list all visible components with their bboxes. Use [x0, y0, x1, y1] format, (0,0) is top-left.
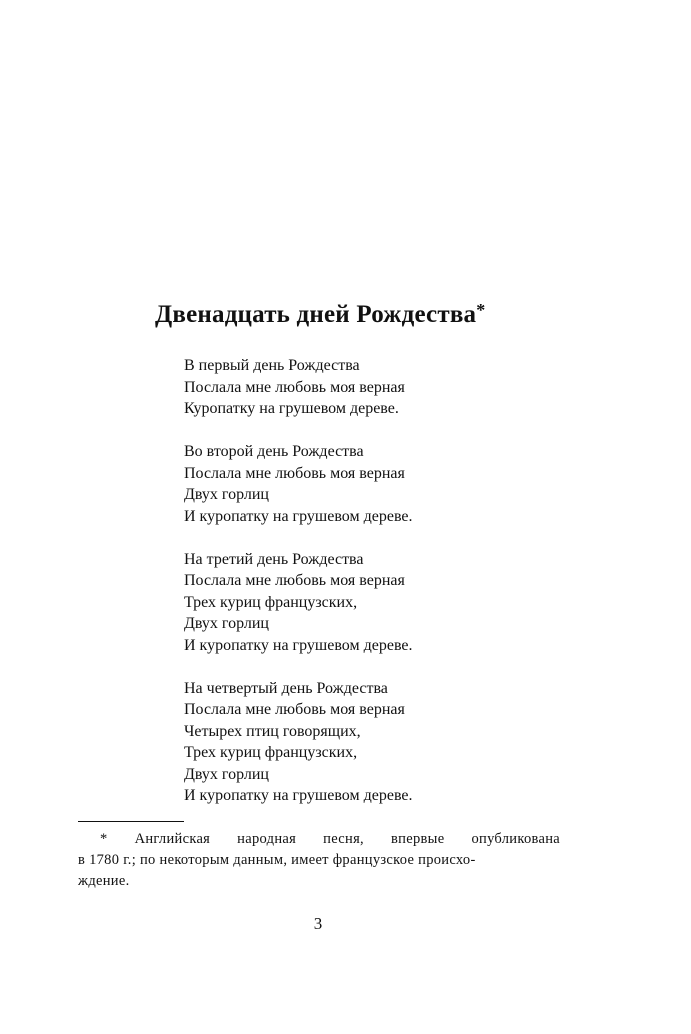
verse-line: Трех куриц французских, — [184, 593, 358, 611]
footnote-line-1: * Английская народная песня, впервые опубликована — [100, 831, 560, 847]
poem — [184, 355, 413, 828]
verse-line: Четырех птиц говорящих, — [184, 722, 361, 740]
verse-line: Во второй день Рождества — [184, 443, 364, 460]
stanza — [184, 355, 413, 420]
page-number: 3 — [313, 914, 323, 933]
footnote-continuation: в 1780 г.; по некоторым данным, имеет французское происхо- ждение. — [78, 852, 476, 889]
verse-line: В первый день Рождества — [184, 357, 360, 374]
stanza — [184, 678, 413, 807]
verse-line: Послала мне любовь моя верная — [184, 701, 405, 718]
verse-line: Двух горлиц — [184, 486, 269, 503]
verse-line: На четвертый день Рождества — [184, 679, 388, 697]
footnote-divider — [78, 821, 184, 822]
stanza — [184, 549, 413, 657]
verse-line: Послала мне любовь моя верная — [184, 464, 405, 482]
verse-line: Куропатку на грушевом дереве. — [184, 400, 399, 417]
verse-line: Послала мне любовь моя верная — [184, 572, 405, 589]
verse-line: Послала мне любовь моя верная — [184, 378, 405, 396]
footnote-marker: * — [476, 300, 486, 320]
stanza — [184, 441, 413, 527]
verse-line: Двух горлиц — [184, 765, 269, 783]
verse-line: Двух горлиц — [184, 615, 269, 632]
verse-line: И куропатку на грушевом дереве. — [184, 787, 413, 804]
chapter-title — [155, 300, 485, 329]
title-text: Двенадцать дней Рождества — [155, 301, 477, 328]
verse-line: И куропатку на грушевом дереве. — [184, 507, 413, 525]
verse-line: На третий день Рождества — [184, 550, 364, 568]
footnote — [78, 829, 560, 892]
verse-line: Трех куриц французских, — [184, 744, 358, 761]
verse-line: И куропатку на грушевом дереве. — [184, 636, 413, 654]
